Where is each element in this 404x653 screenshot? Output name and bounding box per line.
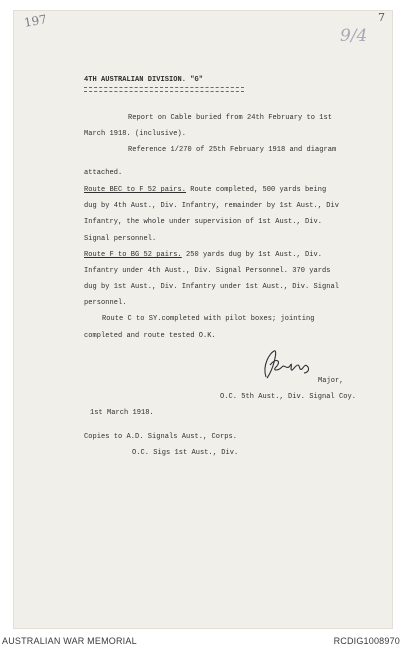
line-6: dug by 4th Aust., Div. Infantry, remainder by 1st Aust., Div [84,202,340,210]
line-10: Infantry under 4th Aust., Div. Signal Personnel. 370 yards [84,267,331,275]
line-14: completed and route tested O.K. [84,332,216,340]
line-9 [84,251,322,259]
route-bec-text: Route completed, 500 yards being [186,186,327,194]
page-number: 7 [378,11,385,24]
footer-archive-name: AUSTRALIAN WAR MEMORIAL [2,636,137,646]
route-f-heading: Route F to BG 52 pairs. [84,251,182,259]
pencil-note: 9/4 [340,26,368,46]
route-bec-heading: Route BEC to F 52 pairs. [84,186,187,194]
date: 1st March 1918. [90,409,154,417]
line-5 [84,186,326,194]
footer-item-id: RCDIG1008970 [333,636,400,646]
signature [258,347,314,383]
corner-number: 197 [22,12,48,30]
rank: Major, [318,377,344,385]
line-1: Report on Cable buried from 24th February to 1st [128,114,333,122]
line-11: dug by 1st Aust., Div. Infantry under 1st Aust., Div. Signal [84,283,340,291]
line-2: March 1918. (inclusive). [84,130,187,138]
line-7: Infantry, the whole under supervision of 1st Aust., Div. [84,218,323,226]
route-f-text: 250 yards dug by 1st Aust., Div. [181,251,323,259]
heading-underline [84,87,244,92]
line-4: attached. [84,169,123,177]
signoff: O.C. 5th Aust., Div. Signal Coy. [220,393,357,401]
copies-line-1: Copies to A.D. Signals Aust., Corps. [84,433,238,441]
line-3: Reference 1/270 of 25th February 1918 and diagram [128,146,337,154]
heading: 4TH AUSTRALIAN DIVISION. "G" [84,76,204,84]
line-13: Route C to SY.completed with pilot boxes; jointing [102,315,315,323]
line-12: personnel. [84,299,127,307]
copies-line-2: O.C. Sigs 1st Aust., Div. [132,449,239,457]
line-8: Signal personnel. [84,235,157,243]
